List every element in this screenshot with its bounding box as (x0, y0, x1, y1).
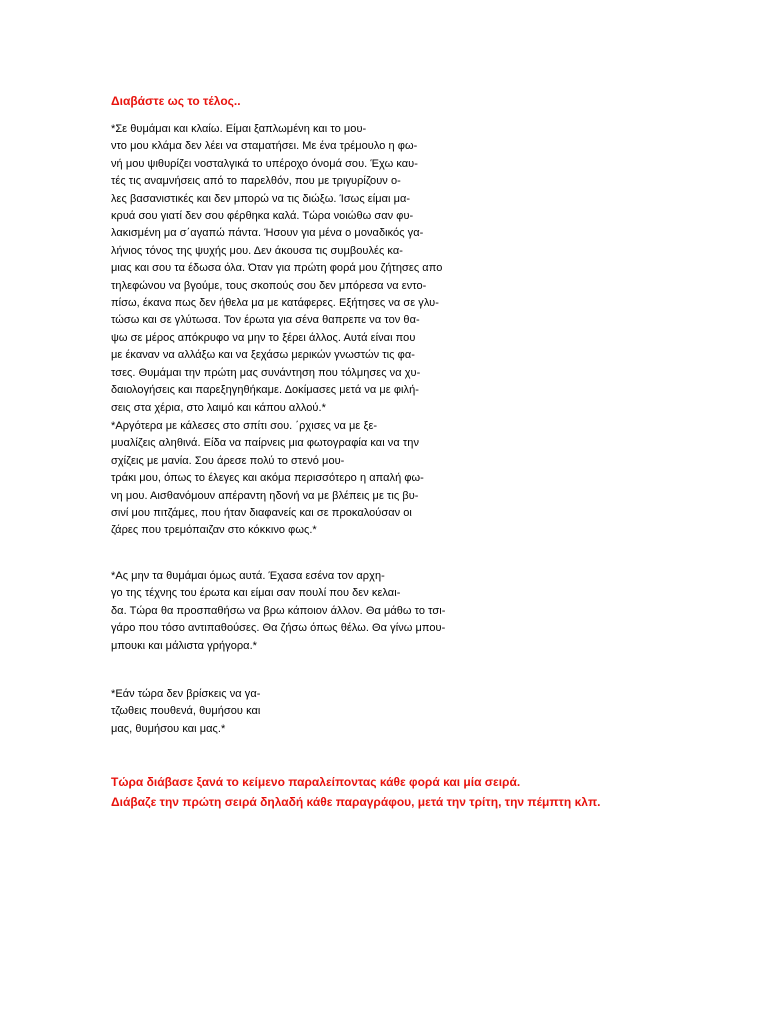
paragraph-line: σινί μου πιτζάμες, που ήταν διαφανείς και σε προκαλούσαν οι (111, 507, 412, 520)
paragraph-line: τσες. Θυμάμαι την πρώτη μας συνάντηση που τόλμησες να χυ- (111, 366, 421, 379)
instructions-footer (111, 772, 600, 812)
paragraph-line: τώσω και σε γλύτωσα. Τον έρωτα για σένα θαπρεπε να τον θα- (111, 314, 420, 327)
paragraph-line: τηλεφώνου να βγούμε, τους σκοπούς σου δεν μπόρεσα να εντο- (111, 279, 427, 292)
document-heading: Διαβάστε ως το τέλος.. (111, 94, 241, 108)
paragraph-line: τράκι μου, όπως το έλεγες και ακόμα περισσότερο η απαλή φω- (111, 472, 424, 485)
paragraph-line: τές τις αναμνήσεις από το παρελθόν, που με τριγυρίζουν ο- (111, 175, 401, 188)
paragraph-line: λακισμένη μα σ΄αγαπώ πάντα. Ήσουν για μένα ο μοναδικός γα- (111, 227, 424, 240)
paragraph-line: *Σε θυμάμαι και κλαίω. Είμαι ξαπλωμένη και το μου- (111, 123, 367, 135)
paragraph-line: ντο μου κλάμα δεν λέει να σταματήσει. Με ένα τρέμουλο η φω- (111, 140, 418, 153)
paragraph-line: νή μου ψιθυρίζει νοσταλγικά το υπέροχο όνομά σου. Έχω καυ- (111, 157, 418, 170)
paragraph-line: μιας και σου τα έδωσα όλα. Όταν για πρώτη φορά μου ζήτησες απο (111, 262, 443, 275)
paragraph-line: μπουκι και μάλιστα γρήγορα.* (111, 639, 258, 652)
paragraph-line: σεις στα χέρια, στο λαιμό και κάπου αλλού.* (111, 401, 326, 414)
paragraph-line: με έκαναν να αλλάξω και να ξεχάσω μερικών γνωστών τις φα- (111, 349, 415, 362)
paragraph-3 (111, 568, 445, 655)
paragraph-line: πίσω, έκανα πως δεν ήθελα μα με κατάφερες. Εξήτησες να σε γλυ- (111, 297, 439, 310)
paragraph-line: δαιολογήσεις και παρεξηγηθήκαμε. Δοκίμασες μετά να με φιλή- (111, 384, 419, 397)
paragraph-line: *Ας μην τα θυμάμαι όμως αυτά. Έχασα εσένα τον αρχη- (111, 570, 385, 582)
instruction-line: Τώρα διάβασε ξανά το κείμενο παραλείποντας κάθε φορά και μία σειρά. (111, 775, 521, 789)
paragraph-line: τζωθεις πουθενά, θυμήσου και (111, 705, 261, 718)
paragraph-line: ζάρες που τρεμόπαιζαν στο κόκκινο φως.* (111, 524, 317, 537)
paragraph-2 (111, 418, 424, 540)
paragraph-4 (111, 686, 260, 738)
paragraph-1 (111, 121, 442, 417)
paragraph-line: γο της τέχνης του έρωτα και είμαι σαν πουλί που δεν κελαι- (111, 587, 401, 600)
paragraph-line: γάρο που τόσο αντιπαθούσες. Θα ζήσω όπως θέλω. Θα γίνω μπου- (111, 622, 446, 635)
paragraph-line: λες βασανιστικές και δεν μπορώ να τις διώξω. Ίσως είμαι μα- (111, 192, 411, 205)
instruction-line: Διάβαζε την πρώτη σειρά δηλαδή κάθε παραγράφου, μετά την τρίτη, την πέμπτη κλπ. (111, 795, 601, 809)
paragraph-line: ψω σε μέρος απόκρυφο να μην το ξέρει άλλος. Αυτά είναι που (111, 331, 416, 344)
paragraph-line: *Αργότερα με κάλεσες στο σπίτι σου. ΄ρχισες να με ξε- (111, 420, 378, 432)
paragraph-line: κρυά σου γιατί δεν σου φέρθηκα καλά. Τώρα νοιώθω σαν φυ- (111, 210, 414, 223)
paragraph-line: δα. Τώρα θα προσπαθήσω να βρω κάποιον άλλον. Θα μάθω το τσι- (111, 604, 446, 617)
paragraph-line: μας, θυμήσου και μας.* (111, 722, 226, 735)
paragraph-line: μυαλίζεις αληθινά. Είδα να παίρνεις μια φωτογραφία και να την (111, 437, 419, 450)
paragraph-line: λήνιος τόνος της ψυχής μου. Δεν άκουσα τις συμβουλές κα- (111, 244, 403, 257)
paragraph-line: *Εάν τώρα δεν βρίσκεις να γα- (111, 688, 261, 700)
paragraph-line: σχίζεις με μανία. Σου άρεσε πολύ το στενό μου- (111, 454, 345, 467)
paragraph-line: νη μου. Αισθανόμουν απέραντη ηδονή να με βλέπεις με τις βυ- (111, 489, 419, 502)
